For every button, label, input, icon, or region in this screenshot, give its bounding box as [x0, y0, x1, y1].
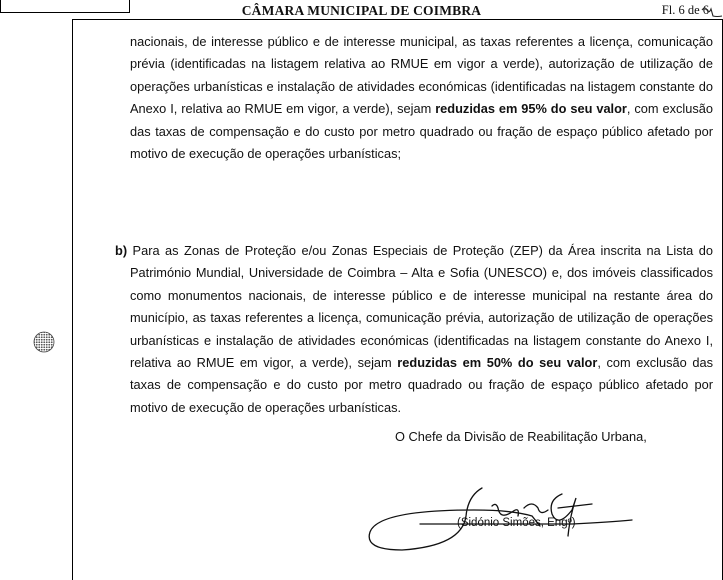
paragraph-a [130, 31, 713, 165]
signoff-role: O Chefe da Divisão de Reabilitação Urbana, [395, 429, 647, 444]
page-border-left [72, 19, 73, 580]
folio-initial-mark [701, 4, 723, 18]
paragraph-b-text-2: , com exclusão das taxas de compensação e do custo por metro quadrado ou fração de espaço público afetado por motivo de execução de operações urbanísticas. [130, 355, 713, 415]
paragraph-b-label: b) [115, 243, 128, 258]
paragraph-a-emphasis: reduzidas em 95% do seu valor [435, 101, 627, 117]
page-folio: Fl. 6 de 6 [661, 3, 709, 17]
signatory-name: (Sidónio Simões, Engº) [457, 517, 576, 529]
paragraph-b-text-1: Para as Zonas de Proteção e/ou Zonas Especiais de Proteção (ZEP) da Área inscrita na Lista do Património Mundial, Universidade de Coimbra – Alta e Sofia (UNESCO) e, dos imóveis classificados como monumentos nacionais, de interesse público e de interesse municipal na restante área do município, as taxas referentes a licença, comunicação prévia, autorização de utilização de operações urbanísticas e instalação de atividades económicas (identificadas na listagem constante do Anexo I, relativa ao RMUE em vigor, a verde), sejam [127, 243, 713, 371]
page-border-top [72, 19, 723, 20]
paragraph-a-text-1: nacionais, de interesse público e de interesse municipal, as taxas referentes a licença, comunicação prévia (identificadas na listagem relativa ao RMUE em vigor a verde), autorização de utilização de operações urbanísticas e instalação de atividades económicas (identificadas na listagem constante do Anexo I, relativa ao RMUE em vigor, a verde), sejam [130, 34, 713, 117]
paragraph-b-emphasis: reduzidas em 50% do seu valor [397, 355, 598, 371]
binder-hole-mark [33, 331, 55, 353]
paragraph-b [115, 240, 713, 419]
paragraph-b-body [115, 240, 713, 419]
paragraph-a-text-2: , com exclusão das taxas de compensação e do custo por metro quadrado ou fração de espaço público afetado por motivo de execução de operações urbanísticas; [130, 101, 713, 162]
page-header-title: CÂMARA MUNICIPAL DE COIMBRA [241, 3, 482, 18]
